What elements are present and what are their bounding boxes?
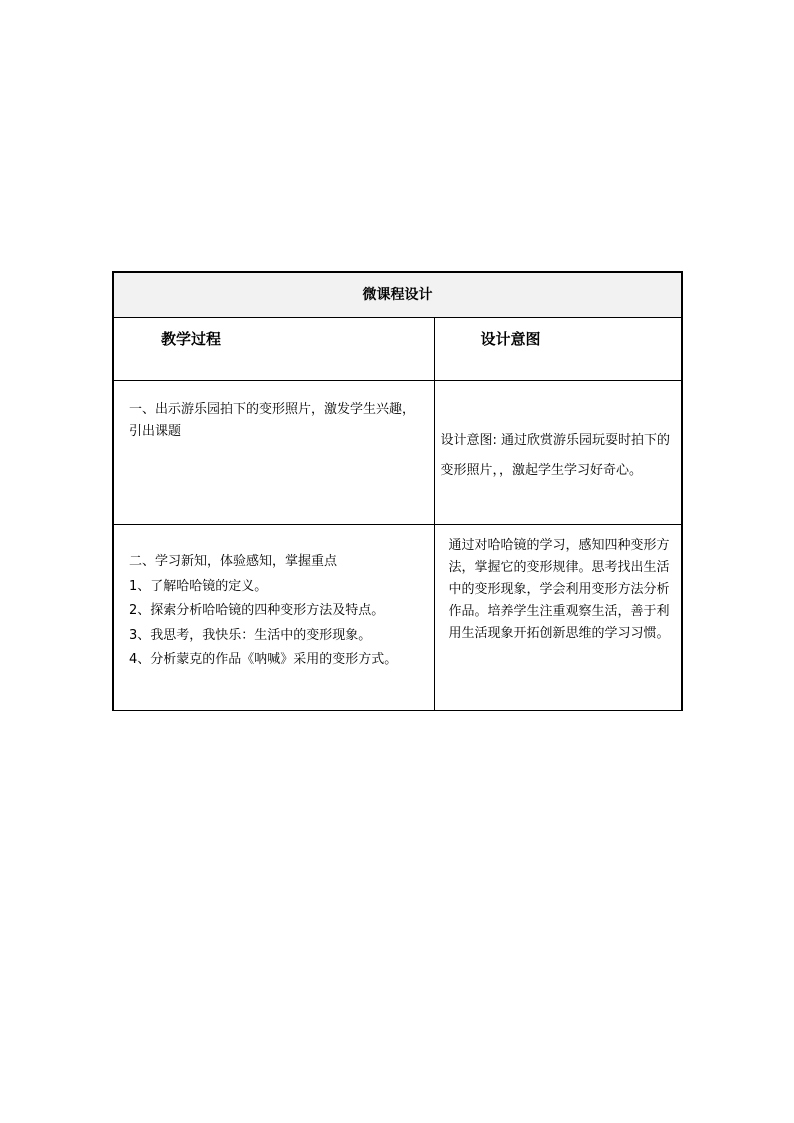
process-step-heading: 二、学习新知，体验感知，掌握重点 <box>129 554 338 569</box>
row1-process-text: 一、出示游乐园拍下的变形照片，激发学生兴趣，引出课题 <box>129 402 416 439</box>
row2-intent-cell <box>434 525 682 711</box>
header-teaching-process <box>113 318 434 381</box>
table-title-row <box>113 272 682 318</box>
header-teaching-process-label: 教学过程 <box>161 330 222 348</box>
table-row <box>113 381 682 525</box>
process-step-1: 1、了解哈哈镜的定义。 <box>129 578 268 594</box>
row1-process-cell <box>113 381 434 525</box>
table-header-row <box>113 318 682 381</box>
process-step-4: 4、分析蒙克的作品《呐喊》采用的变形方式。 <box>129 652 398 667</box>
row2-process-text <box>114 525 434 673</box>
process-step-2: 2、探索分析哈哈镜的四种变形方法及特点。 <box>129 603 385 618</box>
row1-intent-text: 设计意图: 通过欣赏游乐园玩耍时拍下的变形照片，，激起学生学习好奇心。 <box>440 433 671 478</box>
header-design-intent-label: 设计意图 <box>480 330 541 348</box>
row1-intent-cell <box>434 381 682 525</box>
lesson-design-table <box>112 271 683 711</box>
row2-intent-text: 通过对哈哈镜的学习，感知四种变形方法，掌握它的变形规律。思考找出生活中的变形现象，学会利用变形方法分析作品。培养学生注重观察生活，善于利用生活现象开拓创新思维的学习习惯。 <box>448 538 670 641</box>
process-step-3: 3、我思考，我快乐：生活中的变形现象。 <box>129 627 372 643</box>
table-title: 微课程设计 <box>113 272 682 318</box>
table-row <box>113 525 682 711</box>
header-design-intent <box>434 318 682 381</box>
row2-process-cell <box>113 525 434 711</box>
